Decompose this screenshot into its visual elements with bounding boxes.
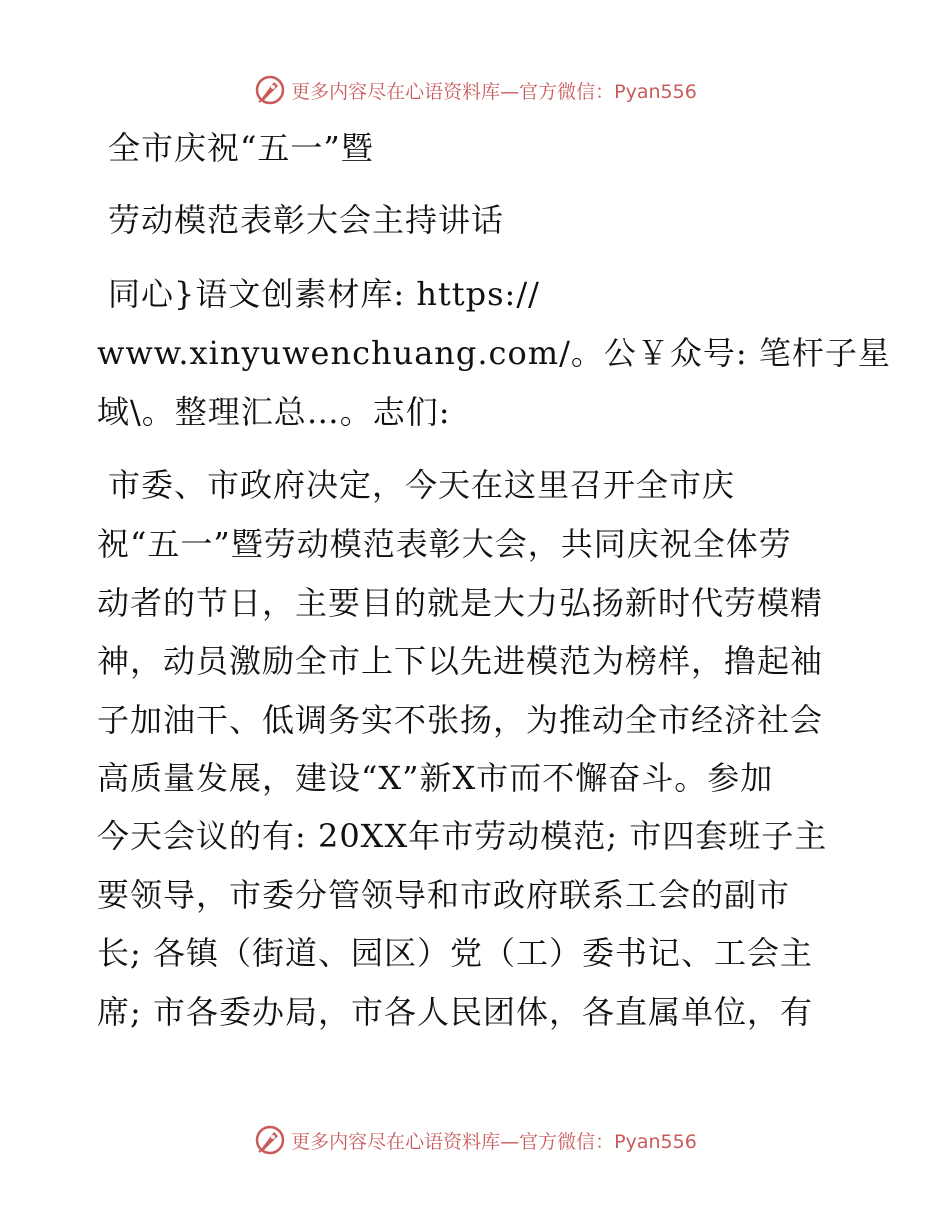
paragraph-line: 席; 市各委办局，市各人民团体，各直属单位，有 xyxy=(97,993,813,1031)
paragraph-line: 子加油干、低调务实不张扬，为推动全市经济社会 xyxy=(97,701,824,739)
paragraph-line: 市委、市政府决定，今天在这里召开全市庆 xyxy=(108,466,736,504)
paragraph-line: 神，动员激励全市上下以先进模范为榜样，撸起袖 xyxy=(97,642,824,680)
pen-nib-logo-icon xyxy=(253,73,287,107)
paragraph-line: 高质量发展，建设“X”新X市而不懈奋斗。参加 xyxy=(97,759,774,797)
footer-watermark xyxy=(0,1120,950,1160)
pen-nib-logo-icon xyxy=(253,1123,287,1157)
salutation-line: 同心}语文创素材库: https:// xyxy=(108,275,540,313)
title-line-2: 劳动模范表彰大会主持讲话 xyxy=(108,201,505,239)
paragraph-line: 要领导，市委分管领导和市政府联系工会的副市 xyxy=(97,876,791,914)
header-watermark-group xyxy=(253,73,697,107)
salutation-line: 域\。整理汇总…。志们: xyxy=(97,393,451,431)
footer-watermark-group xyxy=(253,1123,697,1157)
paragraph-line: 长; 各镇（街道、园区）党（工）委书记、工会主 xyxy=(97,934,813,972)
header-watermark xyxy=(0,70,950,110)
paragraph-line: 动者的节日，主要目的就是大力弘扬新时代劳模精 xyxy=(97,584,824,622)
salutation-line: www.xinyuwenchuang.com/。公￥众号: 笔杆子星 xyxy=(97,334,891,372)
paragraph-line: 今天会议的有: 20XX年市劳动模范; 市四套班子主 xyxy=(97,817,828,855)
title-line-1: 全市庆祝“五一”暨 xyxy=(108,129,374,167)
watermark-text: 更多内容尽在心语资料库—官方微信：Pyan556 xyxy=(291,1130,697,1153)
watermark-text: 更多内容尽在心语资料库—官方微信：Pyan556 xyxy=(291,80,697,103)
paragraph-line: 祝“五一”暨劳动模范表彰大会，共同庆祝全体劳 xyxy=(97,525,792,563)
